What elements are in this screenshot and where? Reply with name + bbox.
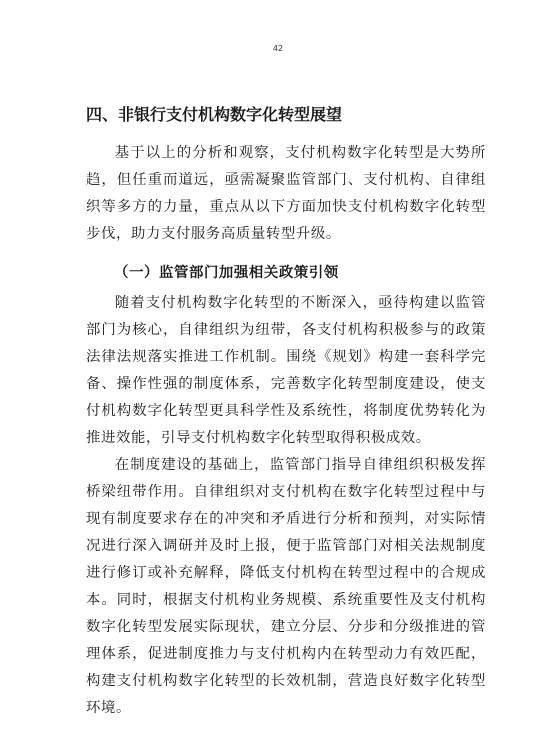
body-block bbox=[86, 290, 486, 722]
intro-block bbox=[86, 140, 486, 248]
section-heading: 四、非银行支付机构数字化转型展望 bbox=[86, 105, 343, 124]
intro-paragraph: 基于以上的分析和观察，支付机构数字化转型是大势所趋，但任重而道远，亟需凝聚监管部门、支付机构、自律组织等多方的力量，重点从以下方面加快支付机构数字化转型步伐，助力支付服务高质量转型升级。 bbox=[86, 145, 486, 242]
page-number: 42 bbox=[272, 44, 284, 53]
body-paragraph-1: 随着支付机构数字化转型的不断深入，亟待构建以监管部门为核心，自律组织为纽带，各支付机构积极参与的政策法律法规落实推进工作机制。围绕《规划》构建一套科学完备、操作性强的制度体系，完善数字化转型制度建设，使支付机构数字化转型更具科学性及系统性，将制度优势转化为推进效能，引导支付机构数字化转型取得积极成效。 bbox=[86, 295, 486, 446]
subsection-heading: （一）监管部门加强相关政策引领 bbox=[114, 265, 339, 281]
body-paragraph-2: 在制度建设的基础上，监管部门指导自律组织积极发挥桥梁纽带作用。自律组织对支付机构在数字化转型过程中与现有制度要求存在的冲突和矛盾进行分析和预判，对实际情况进行深入调研并及时上报，便于监管部门对相关法规制度进行修订或补充解释，降低支付机构在转型过程中的合规成本。同时，根据支付机构业务规模、系统重要性及支付机构数字化转型发展实际现状，建立分层、分步和分级推进的管理体系，促进制度推力与支付机构内在转型动力有效匹配，构建支付机构数字化转型的长效机制，营造良好数字化转型环境。 bbox=[86, 457, 486, 716]
